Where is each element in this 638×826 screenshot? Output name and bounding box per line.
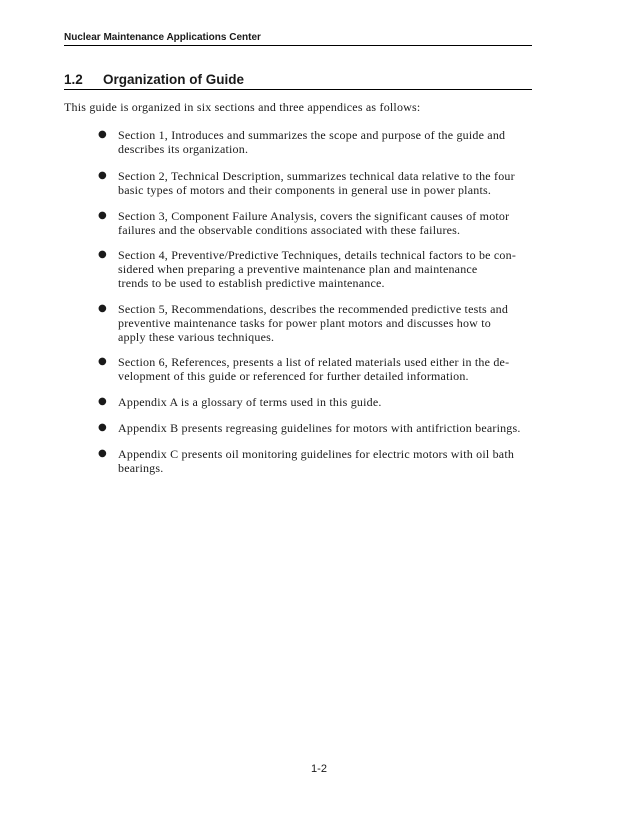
bullet-icon: ● bbox=[98, 303, 107, 314]
bullet-line: velopment of this guide or referenced for further detailed information. bbox=[118, 369, 469, 383]
section-number: 1.2 bbox=[64, 72, 83, 87]
bullet-line: Section 3, Component Failure Analysis, covers the significant causes of motor bbox=[118, 209, 510, 223]
list-item bbox=[98, 421, 546, 435]
list-item bbox=[98, 169, 546, 197]
bullet-icon: ● bbox=[98, 249, 107, 260]
bullet-line: describes its organization. bbox=[118, 142, 249, 156]
bullet-line: apply these various techniques. bbox=[118, 330, 275, 344]
bullet-line: sidered when preparing a preventive maintenance plan and maintenance bbox=[118, 262, 478, 276]
bullet-icon: ● bbox=[98, 210, 107, 221]
list-item bbox=[98, 248, 546, 290]
bullet-line: Section 5, Recommendations, describes the recommended predictive tests and bbox=[118, 302, 509, 316]
bullet-line: trends to be used to establish predictive maintenance. bbox=[118, 276, 385, 290]
bullet-icon: ● bbox=[98, 396, 107, 407]
bullet-line: Section 6, References, presents a list of related materials used either in the de- bbox=[118, 355, 510, 369]
list-item bbox=[98, 209, 546, 237]
section-heading bbox=[64, 72, 532, 90]
bullet-line: Appendix B presents regreasing guidelines for motors with antifriction bearings. bbox=[118, 421, 521, 435]
list-item bbox=[98, 395, 546, 409]
bullet-line: Appendix C presents oil monitoring guidelines for electric motors with oil bath bbox=[118, 447, 515, 461]
list-item bbox=[98, 447, 546, 475]
list-item bbox=[98, 355, 546, 383]
bullet-icon: ● bbox=[98, 356, 107, 367]
list-item bbox=[98, 302, 546, 344]
page-number: 1-2 bbox=[311, 763, 327, 775]
bullet-icon: ● bbox=[98, 170, 107, 181]
bullet-line: Section 2, Technical Description, summarizes technical data relative to the four bbox=[118, 169, 515, 183]
bullet-line: Section 4, Preventive/Predictive Techniques, details technical factors to be con- bbox=[118, 248, 517, 262]
intro-paragraph: This guide is organized in six sections and three appendices as follows: bbox=[64, 100, 421, 114]
bullet-icon: ● bbox=[98, 448, 107, 459]
running-header: Nuclear Maintenance Applications Center bbox=[64, 32, 532, 46]
bullet-line: bearings. bbox=[118, 461, 164, 475]
bullet-icon: ● bbox=[98, 422, 107, 433]
section-title: Organization of Guide bbox=[103, 72, 244, 87]
bullet-line: Section 1, Introduces and summarizes the scope and purpose of the guide and bbox=[118, 128, 506, 142]
bullet-line: failures and the observable conditions associated with these failures. bbox=[118, 223, 461, 237]
bullet-line: Appendix A is a glossary of terms used in this guide. bbox=[118, 395, 382, 409]
bullet-line: basic types of motors and their components in general use in power plants. bbox=[118, 183, 492, 197]
bullet-line: preventive maintenance tasks for power plant motors and discusses how to bbox=[118, 316, 491, 330]
list-item bbox=[98, 128, 546, 156]
bullet-icon: ● bbox=[98, 129, 107, 140]
